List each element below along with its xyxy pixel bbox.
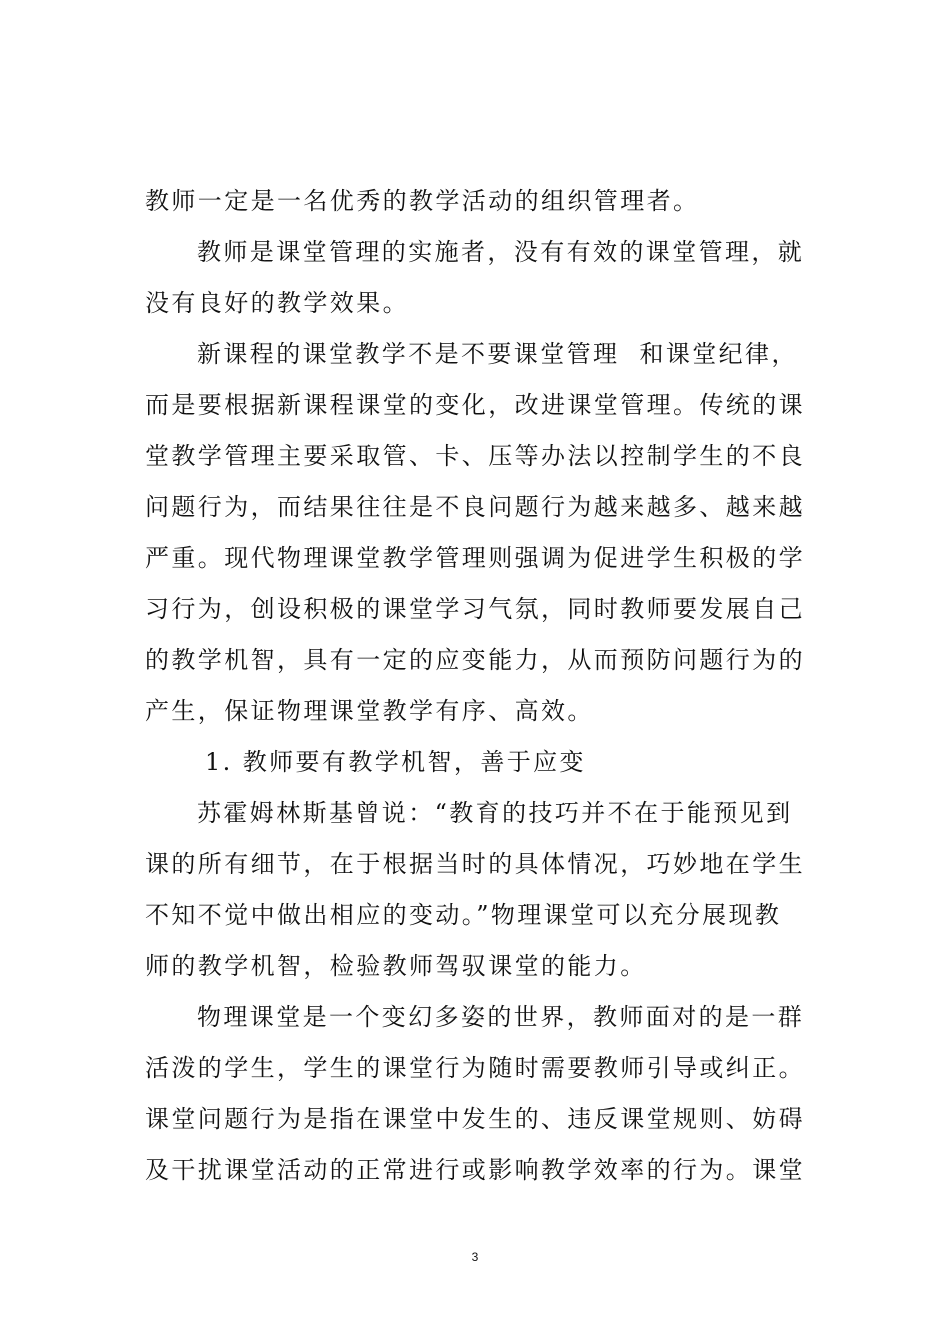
- text-line: 教师一定是一名优秀的教学活动的组织管理者。: [145, 187, 700, 215]
- text-line: 苏霍姆林斯基曾说：“教育的技巧并不在于能预见到: [197, 799, 793, 827]
- text-line: 习行为，创设积极的课堂学习气氛，同时教师要发展自己: [145, 595, 805, 623]
- text-line: 物理课堂是一个变幻多姿的世界，教师面对的是一群: [197, 1003, 805, 1031]
- text-line: 及干扰课堂活动的正常进行或影响教学效率的行为。课堂: [145, 1156, 805, 1184]
- text-line: 活泼的学生，学生的课堂行为随时需要教师引导或纠正。: [145, 1054, 805, 1082]
- text-line: 课堂问题行为是指在课堂中发生的、违反课堂规则、妨碍: [145, 1105, 805, 1133]
- text-line: 问题行为，而结果往往是不良问题行为越来越多、越来越: [145, 493, 805, 521]
- text-line: 没有良好的教学效果。: [145, 289, 409, 317]
- text-line: 师的教学机智，检验教师驾驭课堂的能力。: [145, 952, 647, 980]
- text-line: 课的所有细节，在于根据当时的具体情况，巧妙地在学生: [145, 850, 805, 878]
- text-line: 教师是课堂管理的实施者，没有有效的课堂管理，就: [197, 238, 805, 266]
- text-line: 的教学机智，具有一定的应变能力，从而预防问题行为的: [145, 646, 805, 674]
- section-heading: 1. 教师要有教学机智，善于应变: [205, 748, 586, 776]
- text-line: 而是要根据新课程课堂的变化，改进课堂管理。传统的课: [145, 391, 805, 419]
- text-line: 产生，保证物理课堂教学有序、高效。: [145, 697, 594, 725]
- text-line: 新课程的课堂教学不是不要课堂管理 和课堂纪律，: [197, 340, 798, 368]
- page-number: 3: [471, 1250, 479, 1264]
- text-line: 堂教学管理主要采取管、卡、压等办法以控制学生的不良: [145, 442, 805, 470]
- text-line: 不知不觉中做出相应的变动。”物理课堂可以充分展现教: [145, 901, 782, 929]
- text-line: 严重。现代物理课堂教学管理则强调为促进学生积极的学: [145, 544, 805, 572]
